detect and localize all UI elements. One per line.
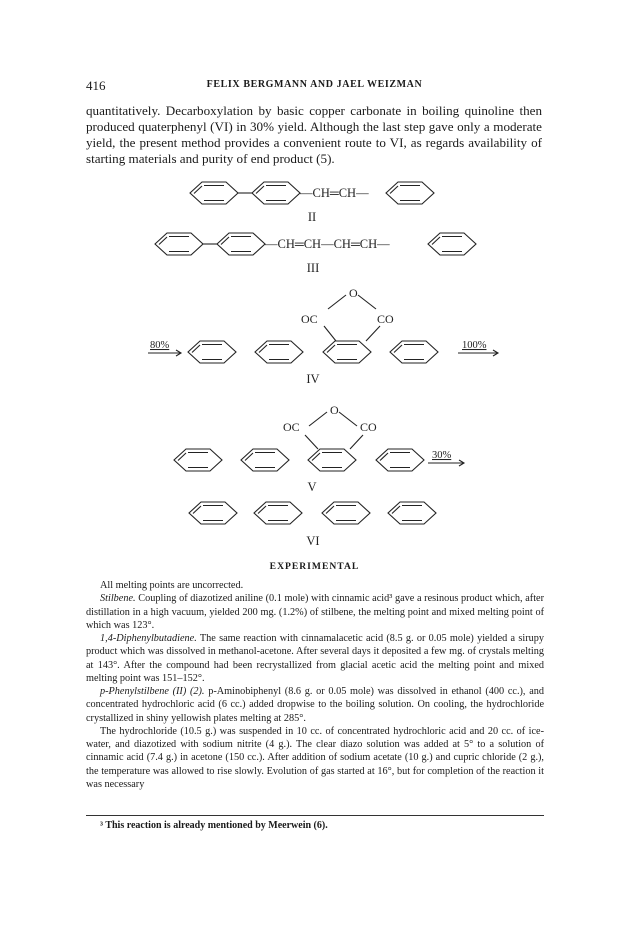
structure-IV-oxygen: O	[349, 286, 358, 300]
paragraph	[86, 579, 544, 592]
yield-100: 100%	[462, 340, 487, 351]
intro-text: quantitatively. Decarboxylation by basic copper carbonate in boiling quinoline then produced quaterphenyl (VI) in 30% yield. Although the last step gave only a moderate yield, the present method provides a convenient route to VI, as regards availability of starting materials and purity of end product (5).	[86, 103, 542, 167]
yield-80: 80%	[150, 340, 170, 351]
benzene-ring	[390, 341, 438, 363]
running-title: FELIX BERGMANN AND JAEL WEIZMAN	[206, 79, 423, 90]
structure-VI	[189, 502, 436, 548]
benzene-ring	[388, 502, 436, 524]
structure-V	[174, 403, 464, 494]
structure-VI-label: VI	[306, 534, 320, 548]
benzene-ring	[254, 502, 302, 524]
paragraph	[86, 685, 544, 725]
structure-III-chain: —CH═CH—CH═CH—	[265, 237, 390, 251]
benzene-ring	[190, 182, 238, 204]
benzene-ring	[322, 502, 370, 524]
yield-30: 30%	[432, 450, 452, 461]
paragraph-text: The hydrochloride (10.5 g.) was suspended in 10 cc. of concentrated hydrochloric acid and 20 cc. of ice-water, and diazotized with sodium nitrite (4 g.). The clear diazo solution was added at 5° to a solution of cinnamic acid (7.4 g.) in acetone (150 cc.). After addition of sodium acetate (10 g.) and cupric chloride (2 g.), the temperature was allowed to rise slowly. Evolution of gas started at 16°, but for completion of the reaction it was necessary	[86, 725, 544, 790]
benzene-ring	[376, 449, 424, 471]
benzene-ring	[323, 341, 371, 363]
paragraph-lead: Stilbene.	[100, 593, 136, 605]
paragraph-text: The same reaction with cinnamalacetic acid (8.5 g. or 0.05 mole) yielded a sirupy product which was dissolved in methanol-acetone. After several days it deposited a few mg. of crystals melting at 143°. After the compound had been recrystallized from glacial acetic acid the melting point and mixed melting point was 151–152°.	[86, 633, 544, 684]
experimental-body	[86, 579, 544, 791]
paragraph-lead: p-Phenylstilbene (II) (2).	[100, 686, 205, 697]
structure-IV-label: IV	[306, 372, 320, 386]
section-title: EXPERIMENTAL	[269, 561, 360, 572]
structure-V-co-right: CO	[360, 420, 377, 434]
paragraph-text: p-Aminobiphenyl (8.6 g. or 0.05 mole) was dissolved in ethanol (400 cc.), and concentrated hydrochloric acid (6 cc.) added dropwise to the boiling solution. On cooling, the hydrochloride crystallized in shiny yellowish plates melting at 285°.	[86, 686, 544, 724]
benzene-ring	[188, 341, 236, 363]
paragraph-lead: 1,4-Diphenylbutadiene.	[100, 633, 197, 644]
benzene-ring	[174, 449, 222, 471]
benzene-ring	[155, 233, 203, 255]
structure-II-label: II	[307, 210, 317, 224]
benzene-ring	[386, 182, 434, 204]
structure-II	[190, 182, 434, 224]
benzene-ring	[255, 341, 303, 363]
benzene-ring	[189, 502, 237, 524]
structure-V-co-left: OC	[283, 420, 300, 434]
footnote: ³ This reaction is already mentioned by Meerwein (6).	[100, 820, 328, 831]
footnote-rule	[86, 815, 544, 816]
benzene-ring	[217, 233, 265, 255]
structure-II-chain: —CH═CH—	[300, 186, 369, 200]
benzene-ring	[252, 182, 300, 204]
structure-III	[155, 233, 476, 275]
benzene-ring	[308, 449, 356, 471]
page-number: 416	[86, 78, 106, 93]
paragraph-text: All melting points are uncorrected.	[100, 580, 244, 591]
structure-III-label: III	[306, 261, 320, 275]
structure-V-label: V	[307, 480, 317, 494]
structure-IV-co-left: OC	[301, 312, 318, 326]
paragraph-text: Coupling of diazotized aniline (0.1 mole) with cinnamic acid³ gave a resinous product which, after distillation in a high vacuum, yielded 200 mg. (1.2%) of stilbene, the melting point and mixed melting point of which was 123°.	[86, 593, 545, 631]
paragraph	[86, 725, 544, 791]
benzene-ring	[241, 449, 289, 471]
paragraph	[86, 592, 544, 632]
structure-V-oxygen: O	[330, 403, 339, 417]
structure-IV-co-right: CO	[377, 312, 394, 326]
benzene-ring	[428, 233, 476, 255]
paragraph	[86, 632, 544, 685]
structure-IV	[148, 286, 498, 386]
